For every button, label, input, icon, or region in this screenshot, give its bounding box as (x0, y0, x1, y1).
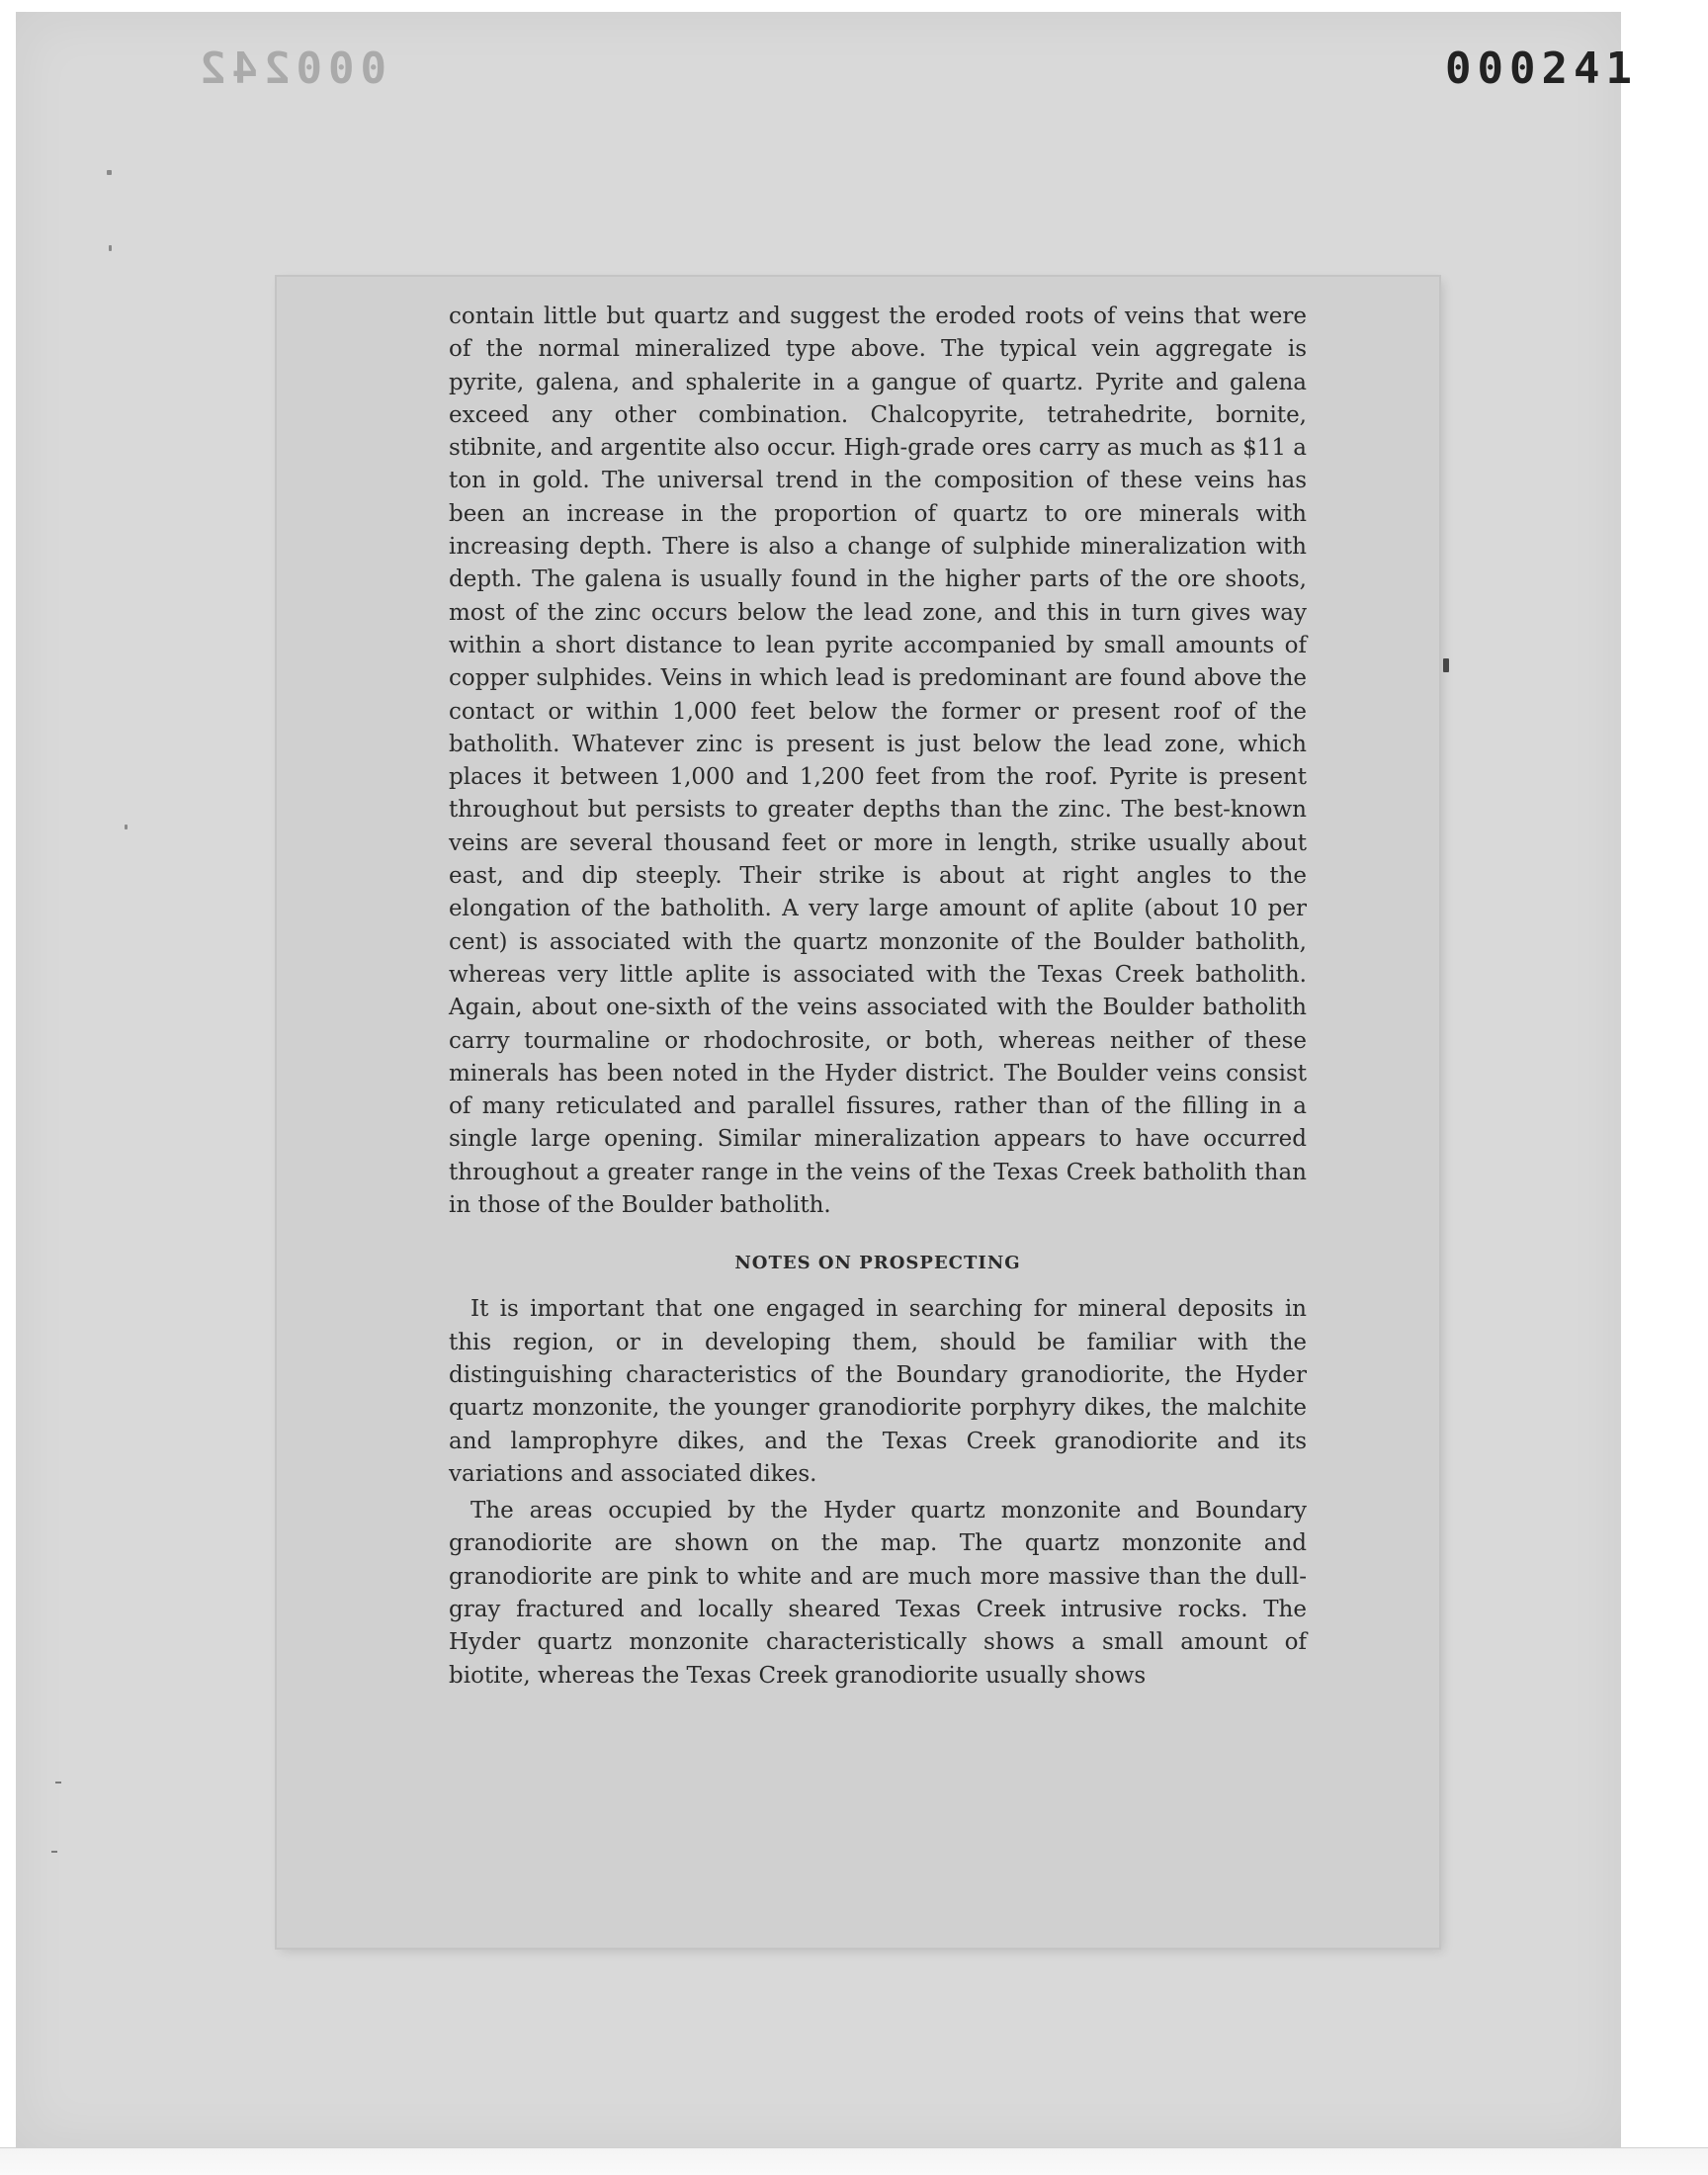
page-text-block (449, 301, 1307, 1693)
section-heading: NOTES ON PROSPECTING (734, 1253, 1021, 1274)
prospecting-paragraph-1: It is important that one engaged in searching for mineral deposits in this region, or in developing them, should be familiar with the distinguishing characteristics of the Boundary granodiorite, the Hyder quartz monzonite, the younger granodiorite porphyry dikes, the malchite and lamprophyre dikes, and the Texas Creek granodiorite and its variations and associated dikes. (449, 1296, 1307, 1487)
prospecting-paragraph-2: The areas occupied by the Hyder quartz monzonite and Boundary granodiorite are shown on the map. The quartz monzonite and granodiorite are pink to white and are much more massive than the dull-gray fractured and locally sheared Texas Creek intrusive rocks. The Hyder quartz monzonite characteristically shows a small amount of biotite, whereas the Texas Creek granodiorite usually shows (449, 1498, 1307, 1689)
document-page (277, 277, 1439, 1948)
page-number: 000241 (1445, 44, 1638, 94)
scan-edge-mark (55, 1782, 61, 1784)
scan-speck (109, 245, 112, 251)
scan-edge-mark (51, 1851, 57, 1853)
scan-speck (1443, 658, 1449, 672)
body-paragraph: contain little but quartz and suggest the eroded roots of veins that were of the normal mineralized type above. The typical vein aggregate is pyrite, galena, and sphalerite in a gangue of quartz. Pyrite and galena exceed any other combination. Chalcopyrite, tetrahedrite, bornite, stibnite, and argentite also occur. High-grade ores carry as much as $11 a ton in gold. The universal trend in the composition of these veins has been an increase in the proportion of quartz to ore minerals with increasing depth. There is also a change of sulphide mineralization with depth. The galena is usually found in the higher parts of the ore shoots, most of the zinc occurs below the lead zone, and this in turn gives way within a short distance to lean pyrite accompanied by small amounts of copper sulphides. Veins in which lead is predominant are found above the contact or within 1,000 feet below the former or present roof of the batholith. Whatever zinc is present is just below the lead zone, which places it between 1,000 and 1,200 feet from the roof. Pyrite is present throughout but persists to greater depths than the zinc. The best-known veins are several thousand feet or more in length, strike usually about east, and dip steeply. Their strike is about at right angles to the elongation of the batholith. A very large amount of aplite (about 10 per cent) is associated with the quartz monzonite of the Boulder batholith, whereas very little aplite is associated with the Texas Creek batholith. Again, about one-sixth of the veins associated with the Boulder batholith carry tourmaline or rhodochrosite, or both, whereas neither of these minerals has been noted in the Hyder district. The Boulder veins consist of many reticulated and parallel fissures, rather than of the filling in a single large opening. Similar mineralization appears to have occurred throughout a greater range in the veins of the Texas Creek batholith than in those of the Boulder batholith. (449, 304, 1307, 1219)
page-number-bleed-through: 000242 (194, 44, 386, 94)
scan-speck (125, 825, 128, 829)
scan-speck (107, 170, 112, 175)
scanner-bottom-strip (0, 2147, 1708, 2175)
